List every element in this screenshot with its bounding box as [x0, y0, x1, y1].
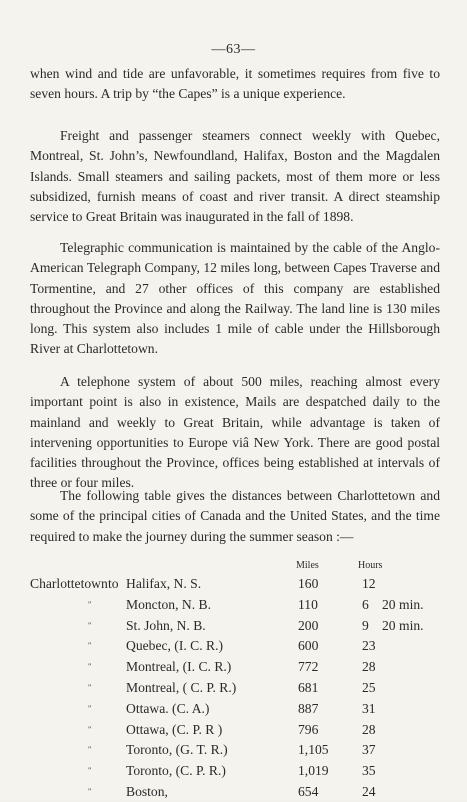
table-row [30, 636, 440, 656]
hours-value: 6 [362, 596, 369, 612]
table-header [30, 560, 440, 574]
miles-value: 887 [298, 700, 319, 716]
hours-value: 9 [362, 617, 369, 633]
paragraph-5: The following table gives the distances between Charlottetown and some of the principal cities of Canada and the United States, and the time required to make the journey during the summer season :— [30, 488, 440, 544]
miles-value: 1,019 [298, 763, 329, 779]
paragraph-3: Telegraphic communication is maintained by the cable of the Anglo-American Telegraph Company, 12 miles long, between Capes Traverse and Tormentine, and 27 other offices of this company are established throughout the Province and along the Railway. The land line is 130 miles long. This system also includes 1 mile of cable under the Hillsborough River at Charlottetown. [30, 240, 440, 357]
table-row [30, 720, 440, 740]
table-row [30, 740, 440, 760]
to-label: to [108, 576, 119, 591]
destination: Ottawa. (C. A.) [126, 700, 210, 716]
ditto-mark: " [88, 620, 92, 630]
destination: Boston, [126, 784, 168, 799]
miles-value: 772 [298, 659, 319, 675]
miles-value: 600 [298, 638, 319, 654]
ditto-mark: " [88, 599, 92, 609]
destination: Montreal, (I. C. R.) [126, 659, 232, 675]
origin-label: Charlottetown [30, 576, 108, 591]
hours-value: 28 [362, 659, 376, 675]
miles-value: 796 [298, 721, 319, 737]
paragraph-4: A telephone system of about 500 miles, reaching almost every important point is also in existence, Mails are despatched daily to the mainland and weekly to Great Britain, while advantage is taken of intervening opportunities to Europe viâ New York. There are good postal facilities throughout the Province, offices being established at intervals of three or four miles. [30, 374, 440, 491]
hours-value: 28 [362, 721, 376, 737]
ditto-mark: " [88, 662, 92, 672]
table-row [30, 574, 440, 594]
destination: Quebec, (I. C. R.) [126, 638, 224, 654]
hours-value: 37 [362, 742, 376, 758]
ditto-mark: " [88, 724, 92, 734]
hours-value: 25 [362, 680, 376, 695]
destination: Moncton, N. B. [126, 596, 211, 612]
paragraph-1: when wind and tide are unfavorable, it sometimes requires from five to seven hours. A trip by “the Capes” is a unique experience. [30, 66, 440, 102]
ditto-mark: " [88, 683, 92, 692]
minutes-value: 20 min. [382, 617, 424, 633]
table-row [30, 699, 440, 719]
miles-value: 200 [298, 617, 319, 633]
destination: Ottawa, (C. P. R ) [126, 721, 223, 737]
paragraph-2: Freight and passenger steamers connect weekly with Quebec, Montreal, St. John’s, Newfoundland, Halifax, Boston and the Magdalen Islands. Small steamers and sailing packets, most of them more or less subsidized, furnish means of coast and river transit. A direct steamship service to Great Britain was inaugurated in the fall of 1898. [30, 128, 440, 225]
miles-value: 110 [298, 596, 318, 612]
miles-value: 654 [298, 784, 319, 799]
ditto-mark: " [88, 641, 92, 651]
miles-header: Miles [296, 560, 319, 571]
table-row [30, 657, 440, 677]
ditto-mark: " [88, 745, 92, 755]
miles-value: 160 [298, 576, 319, 591]
destination: Halifax, N. S. [126, 576, 202, 591]
table-row [30, 616, 440, 636]
destination: Toronto, (C. P. R.) [126, 763, 226, 779]
hours-header: Hours [358, 560, 383, 571]
ditto-mark: " [88, 703, 92, 713]
destination: Toronto, (G. T. R.) [126, 742, 228, 758]
miles-value: 1,105 [298, 742, 329, 758]
hours-value: 12 [362, 576, 376, 591]
hours-value: 23 [362, 638, 376, 654]
minutes-value: 20 min. [382, 596, 424, 612]
hours-value: 24 [362, 784, 376, 799]
table-row [30, 761, 440, 781]
destination: St. John, N. B. [126, 617, 206, 633]
ditto-mark: " [88, 787, 92, 796]
table-row [30, 595, 440, 615]
miles-value: 681 [298, 680, 319, 695]
destination: Montreal, ( C. P. R.) [126, 680, 237, 695]
table-row [30, 782, 440, 802]
page-number: —63— [211, 42, 256, 57]
table-row [30, 678, 440, 698]
ditto-mark: " [88, 766, 92, 776]
hours-value: 31 [362, 700, 376, 716]
hours-value: 35 [362, 763, 376, 779]
